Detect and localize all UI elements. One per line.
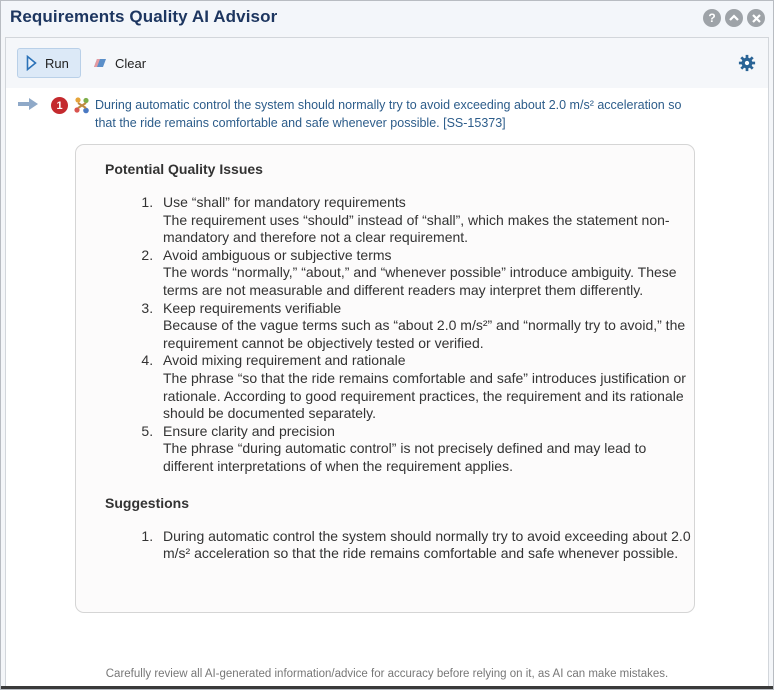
settings-gear-icon[interactable] bbox=[738, 54, 756, 72]
close-icon[interactable] bbox=[747, 9, 765, 27]
issue-body: Because of the vague terms such as “about 2.0 m/s²” and “normally try to avoid,” the requirement cannot be objectively tested or verified. bbox=[163, 317, 686, 351]
issue-item bbox=[157, 352, 694, 422]
suggestions-list bbox=[105, 528, 694, 563]
current-row-arrow-icon bbox=[17, 97, 39, 111]
issue-body: The requirement uses “should” instead of “shall”, which makes the statement non-mandatory and therefore not a clear requirement. bbox=[163, 211, 670, 246]
bottom-border bbox=[1, 686, 773, 689]
suggestions-title: Suggestions bbox=[105, 494, 190, 511]
run-label: Run bbox=[45, 55, 69, 71]
issue-heading: 4. Avoid mixing requirement and rationale bbox=[163, 352, 406, 369]
clear-label: Clear bbox=[115, 55, 147, 71]
requirement-row bbox=[6, 92, 768, 132]
issue-item bbox=[157, 194, 694, 247]
issues-list bbox=[105, 194, 694, 476]
issue-heading: 5. Ensure clarity and precision bbox=[163, 422, 335, 439]
eraser-icon bbox=[92, 57, 108, 69]
issue-body: The phrase “during automatic control” is not precisely defined and may lead to different interpretations of when the requirement applies. bbox=[163, 440, 647, 474]
issue-item bbox=[157, 247, 694, 300]
content-area bbox=[5, 37, 769, 687]
window-title: Requirements Quality AI Advisor bbox=[10, 7, 278, 26]
issues-title: Potential Quality Issues bbox=[105, 161, 263, 177]
run-button[interactable] bbox=[17, 48, 81, 78]
issue-item bbox=[157, 423, 694, 476]
issue-count-badge: 1 bbox=[51, 97, 68, 114]
window-controls bbox=[703, 9, 765, 27]
play-icon bbox=[26, 55, 37, 71]
title-bar bbox=[1, 1, 773, 35]
issue-heading: 2. Avoid ambiguous or subjective terms bbox=[163, 246, 392, 263]
issue-item bbox=[157, 300, 694, 353]
collapse-icon[interactable] bbox=[725, 9, 743, 27]
advice-panel bbox=[75, 144, 695, 613]
issue-body: The phrase “so that the ride remains comfortable and safe” introduces justification or rationale. According to good requirement practices, the requirement and its rationale should be documented separately. bbox=[163, 369, 686, 422]
issue-heading: 1. Use “shall” for mandatory requirements bbox=[163, 194, 406, 210]
requirement-link[interactable]: During automatic control the system should normally try to avoid exceeding about 2.0 m/s² acceleration so that the ride remains comfortable and safe whenever possible. [SS-15373] bbox=[95, 98, 682, 130]
issue-body: The words “normally,” “about,” and “whenever possible” introduce ambiguity. These terms are not measurable and different readers may interpret them differently. bbox=[163, 264, 677, 298]
ai-disclaimer: Carefully review all AI-generated information/advice for accuracy before relying on it, as AI can make mistakes. bbox=[105, 668, 669, 680]
ai-advisor-people-icon bbox=[72, 96, 92, 116]
suggestion-item: 1. During automatic control the system should normally try to avoid exceeding about 2.0 m/s² acceleration so that the ride remains comfortable and safe whenever possible. bbox=[157, 528, 694, 563]
toolbar bbox=[6, 38, 768, 88]
clear-button[interactable] bbox=[92, 48, 146, 78]
help-icon[interactable]: ? bbox=[703, 9, 721, 27]
issue-heading: 3. Keep requirements verifiable bbox=[163, 299, 342, 316]
